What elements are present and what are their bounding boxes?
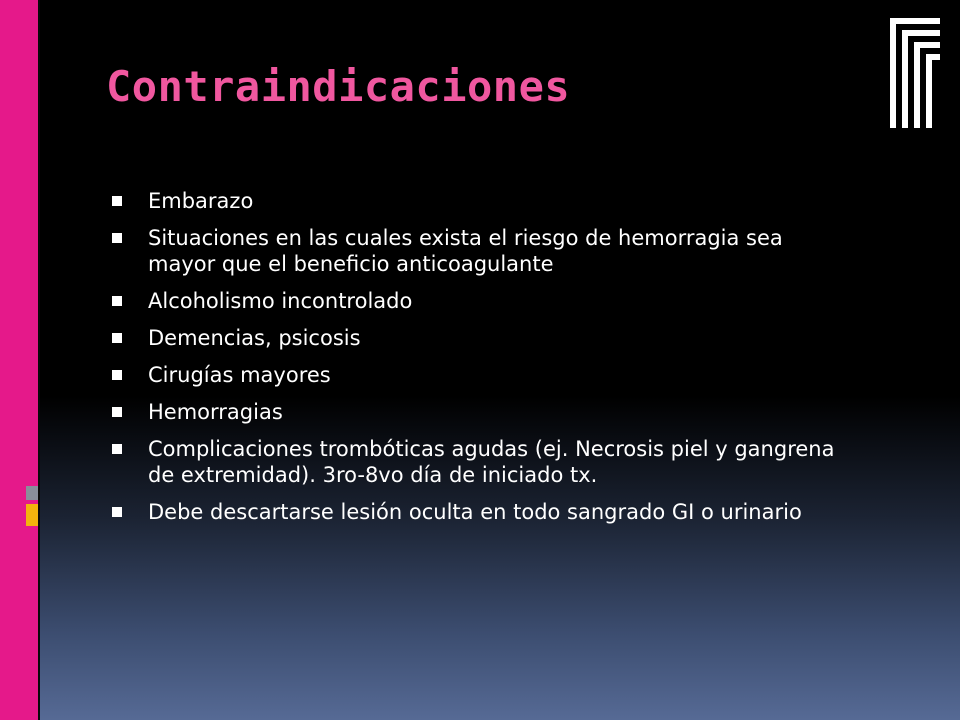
square-bullet-icon [112,444,122,454]
slide-title: Contraindicaciones [106,62,571,111]
list-item [112,499,852,525]
list-item-text: Complicaciones trombóticas agudas (ej. Necrosis piel y gangrena de extremidad). 3ro-8vo día de iniciado tx. [148,437,835,487]
square-bullet-icon [112,296,122,306]
list-item-text: Situaciones en las cuales exista el riesgo de hemorragia sea mayor que el beneficio anticoagulante [148,226,783,276]
square-bullet-icon [112,333,122,343]
list-item-text: Cirugías mayores [148,363,331,387]
left-divider [38,0,40,720]
accent-block-pink [26,472,38,482]
list-item [112,288,852,314]
square-bullet-icon [112,507,122,517]
window-grid-icon [890,18,940,128]
list-item [112,188,852,214]
accent-block-gold [26,504,38,526]
square-bullet-icon [112,370,122,380]
list-item-text: Alcoholismo incontrolado [148,289,413,313]
list-item-text: Embarazo [148,189,254,213]
list-item [112,225,852,277]
square-bullet-icon [112,233,122,243]
list-item-text: Demencias, psicosis [148,326,361,350]
accent-block-gray [26,486,38,500]
list-item [112,399,852,425]
square-bullet-icon [112,407,122,417]
list-item-text: Debe descartarse lesión oculta en todo sangrado GI o urinario [148,500,802,524]
list-item [112,325,852,351]
square-bullet-icon [112,196,122,206]
left-accent-bar [0,0,38,720]
list-item [112,436,852,488]
bullet-list [112,188,852,536]
list-item [112,362,852,388]
list-item-text: Hemorragias [148,400,283,424]
